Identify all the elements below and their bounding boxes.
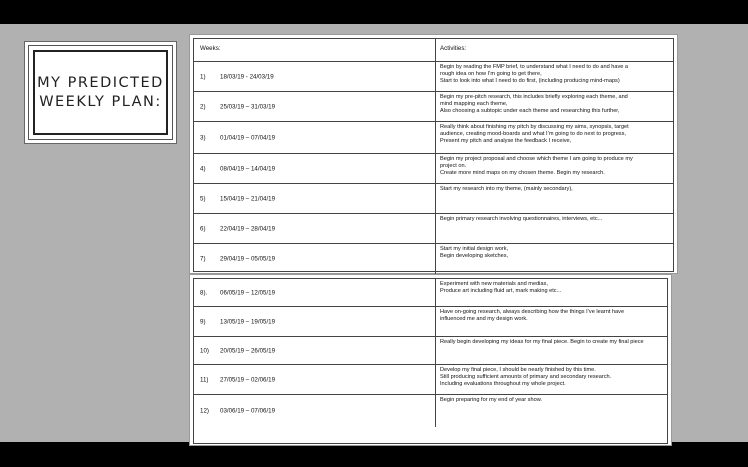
week-dates: 25/03/19 – 31/03/19 (220, 103, 276, 110)
activities-header: Activities: (440, 45, 467, 52)
activity-line: Produce art including fluid art, mark making etc... (440, 288, 562, 294)
activity-line: Experiment with new materials and medias, (440, 281, 548, 287)
activities-cell (436, 154, 673, 183)
activities-cell (436, 337, 667, 364)
plan-table-1 (189, 34, 678, 274)
table-row (194, 184, 673, 214)
week-dates: 15/04/19 – 21/04/19 (220, 195, 276, 202)
week-cell (194, 244, 436, 274)
table-row (194, 214, 673, 244)
week-cell (194, 395, 436, 427)
plan-table-1-grid (193, 38, 674, 272)
week-cell (194, 62, 436, 91)
activity-line: Start to look into what I need to do first, (including producing mind-maps) (440, 78, 620, 84)
activities-cell (436, 365, 667, 394)
activity-line: Including evaluations throughout my whole project. (440, 381, 566, 387)
week-number: 6) (200, 225, 206, 232)
activity-line: Start my initial design work, (440, 246, 509, 252)
week-cell (194, 279, 436, 306)
weeks-header: Weeks: (200, 45, 221, 52)
week-number: 3) (200, 134, 206, 141)
table-row (194, 307, 667, 337)
activities-cell (436, 395, 667, 427)
week-number: 1) (200, 73, 206, 80)
week-number: 4) (200, 165, 206, 172)
week-cell (194, 122, 436, 153)
activities-cell (436, 62, 673, 91)
activity-line: Begin developing sketches, (440, 253, 509, 259)
week-number: 10) (200, 347, 209, 354)
weeks-header-cell (194, 39, 436, 61)
title-box (28, 45, 173, 140)
table-row (194, 395, 667, 427)
activities-cell (436, 214, 673, 243)
week-dates: 13/05/19 – 19/05/19 (220, 318, 276, 325)
table-header-row (194, 39, 673, 62)
table-row (194, 122, 673, 154)
activity-line: Present my pitch and analyse the feedback I receive, (440, 138, 572, 144)
activity-line: Begin my project proposal and choose which theme I am going to produce my (440, 156, 633, 162)
week-cell (194, 92, 436, 121)
week-number: 8). (200, 289, 208, 296)
week-number: 12) (200, 407, 209, 415)
activity-line: Also choosing a subtopic under each theme and researching this further, (440, 108, 620, 114)
title-frame (33, 50, 168, 135)
activity-line: Develop my final piece, I should be nearly finished by this time. (440, 367, 596, 373)
week-dates: 18/03/19 - 24/03/19 (220, 73, 274, 80)
activity-line: Have on-going research, always describing how the things I’ve learnt have (440, 309, 625, 315)
week-dates: 01/04/19 – 07/04/19 (220, 134, 276, 141)
title-line-2: WEEKLY PLAN: (39, 93, 162, 110)
table-row (194, 244, 673, 274)
table-row (194, 279, 667, 307)
activity-line: project on. (440, 163, 467, 169)
week-dates: 22/04/19 – 28/04/19 (220, 225, 276, 232)
table-row (194, 62, 673, 92)
activity-line: mind mapping each theme, (440, 101, 508, 107)
activity-line: Begin by reading the FMP brief, to understand what I need to do and have a (440, 64, 629, 70)
week-cell (194, 337, 436, 364)
activity-line: audience, creating mood-boards and what I’m going to do next to progress, (440, 131, 626, 137)
week-dates: 29/04/19 – 05/05/19 (220, 255, 276, 263)
activity-line: Begin primary research involving questionnaires, interviews, etc... (440, 216, 603, 222)
plan-table-2 (189, 274, 672, 446)
week-number: 9) (200, 318, 206, 325)
activity-line: Still producing sufficient amounts of primary and secondary research. (440, 374, 612, 380)
week-cell (194, 184, 436, 213)
activity-line: Begin my pre-pitch research, this includes briefly exploring each theme, and (440, 94, 628, 100)
activity-line: rough idea on how I’m going to get there, (440, 71, 542, 77)
activity-line: Really begin developing my ideas for my final piece. Begin to create my final piece (440, 339, 644, 345)
activities-cell (436, 279, 667, 306)
activities-cell (436, 92, 673, 121)
activities-cell (436, 184, 673, 213)
week-dates: 08/04/19 – 14/04/19 (220, 165, 276, 172)
plan-table-2-grid (193, 278, 668, 444)
week-number: 5) (200, 195, 206, 202)
title-line-1: MY PREDICTED (37, 74, 164, 91)
activity-line: Really think about finishing my pitch by discussing my aims, synopsis, target (440, 124, 629, 130)
activities-cell (436, 122, 673, 153)
week-cell (194, 365, 436, 394)
week-number: 7) (200, 255, 206, 263)
slide (0, 24, 748, 442)
week-dates: 03/06/19 – 07/06/19 (220, 407, 276, 415)
activity-line: Create more mind maps on my chosen theme. Begin my research. (440, 170, 605, 176)
activities-cell (436, 244, 673, 274)
activity-line: influenced me and my design work. (440, 316, 528, 322)
week-dates: 20/05/19 – 26/05/19 (220, 347, 276, 354)
week-dates: 06/05/19 – 12/05/19 (220, 289, 276, 296)
week-dates: 27/05/19 – 02/06/19 (220, 376, 276, 383)
week-number: 11) (200, 376, 209, 383)
activity-line: Start my research into my theme, (mainly secondary), (440, 186, 573, 192)
table-row (194, 92, 673, 122)
table-row (194, 365, 667, 395)
table-row (194, 154, 673, 184)
activities-header-cell (436, 39, 673, 61)
week-cell (194, 307, 436, 336)
activity-line: Begin preparing for my end of year show. (440, 397, 542, 403)
activities-cell (436, 307, 667, 336)
week-number: 2) (200, 103, 206, 110)
table-row (194, 337, 667, 365)
week-cell (194, 154, 436, 183)
week-cell (194, 214, 436, 243)
